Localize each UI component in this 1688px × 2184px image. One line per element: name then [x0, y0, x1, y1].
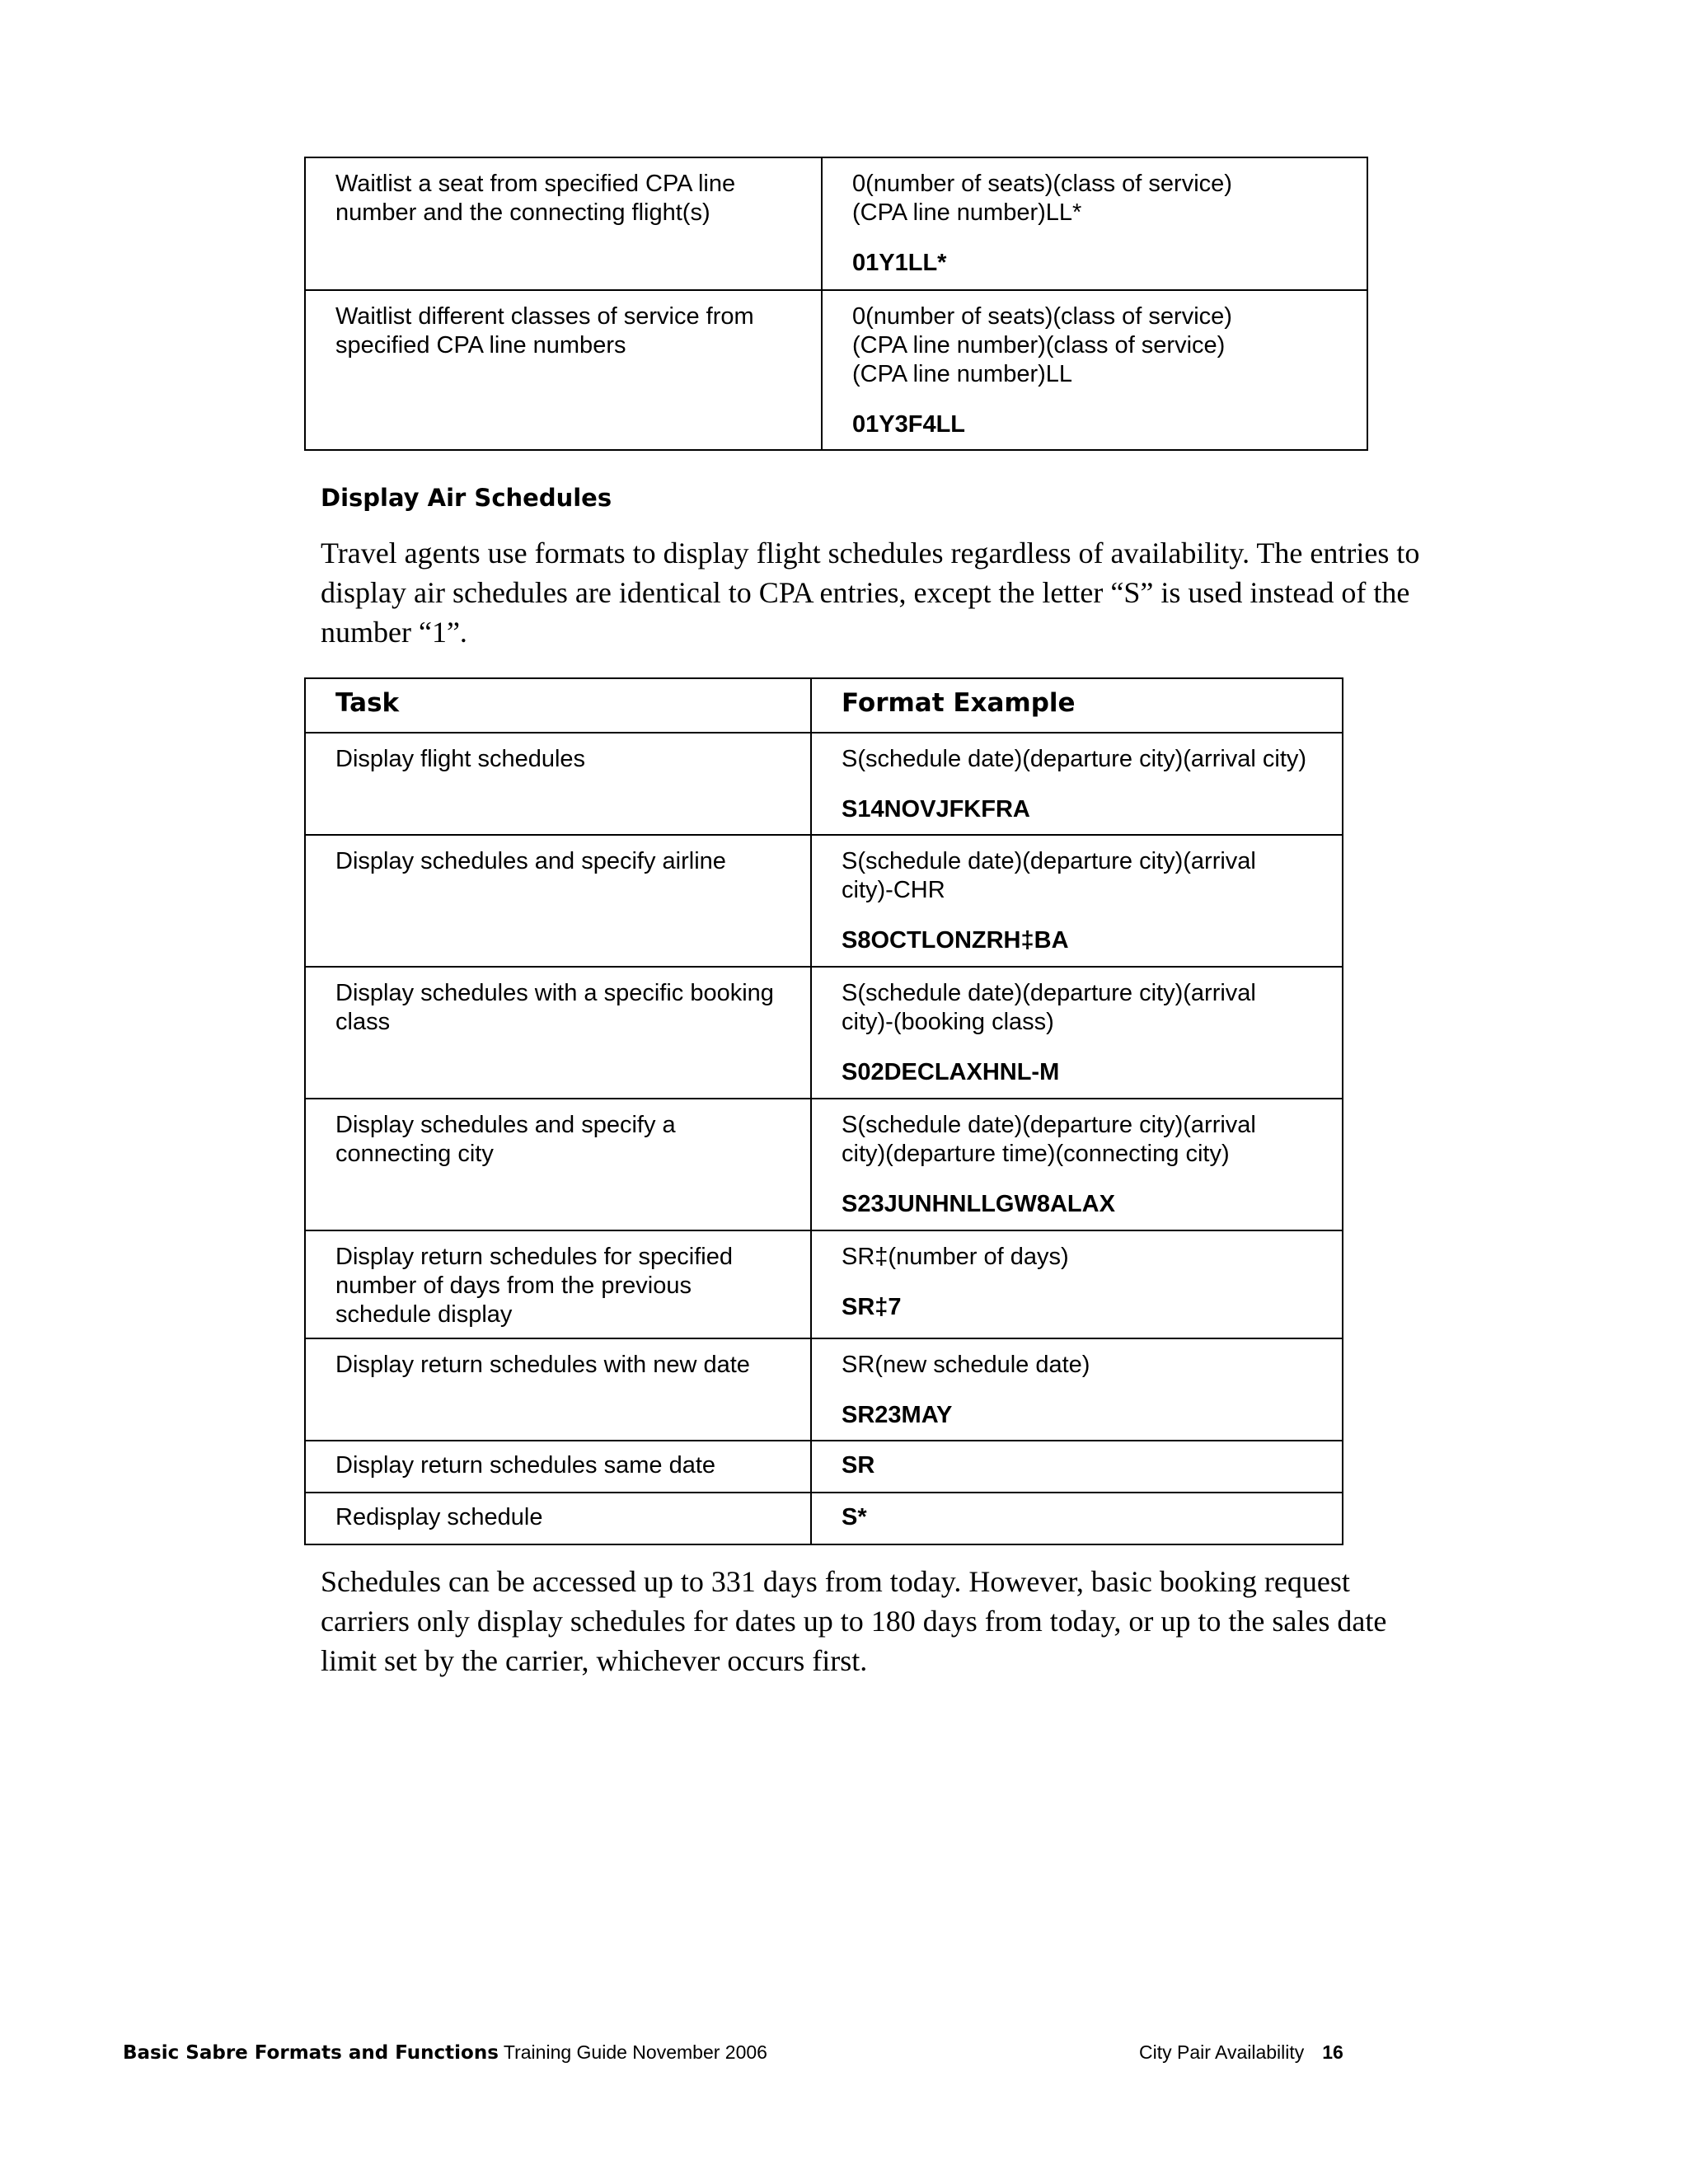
format-example: S*	[842, 1504, 867, 1530]
table-row	[305, 157, 1367, 290]
format-text: SR‡(number of days)	[842, 1244, 1069, 1270]
task-cell	[305, 290, 822, 450]
task-text: Display schedules and specify a	[335, 1112, 676, 1138]
format-text: SR(new schedule date)	[842, 1352, 1090, 1378]
format-cell	[811, 1230, 1343, 1338]
task-text: Display return schedules same date	[335, 1452, 716, 1479]
task-cell	[305, 967, 811, 1099]
format-example: 01Y3F4LL	[852, 411, 965, 438]
format-example: SR23MAY	[842, 1402, 953, 1428]
format-cell	[811, 1441, 1343, 1493]
task-text: Display return schedules with new date	[335, 1352, 750, 1378]
table-row	[305, 967, 1343, 1099]
paragraph-line: number “1”.	[321, 616, 467, 649]
format-cell	[811, 1338, 1343, 1441]
task-text: Display flight schedules	[335, 746, 586, 772]
format-cell	[811, 835, 1343, 967]
format-text: 0(number of seats)(class of service)	[852, 303, 1232, 330]
format-cell	[822, 290, 1367, 450]
task-text: Redisplay schedule	[335, 1504, 543, 1530]
paragraph-line: Travel agents use formats to display flight schedules regardless of availability. The entries to	[321, 537, 1420, 569]
format-text: S(schedule date)(departure city)(arrival	[842, 1112, 1256, 1138]
task-cell	[305, 1441, 811, 1493]
format-cell	[811, 1493, 1343, 1544]
paragraph-line: carriers only display schedules for dates up to 180 days from today, or up to the sales date	[321, 1605, 1387, 1638]
format-cell	[811, 1099, 1343, 1230]
table-row	[305, 733, 1343, 835]
table-row	[305, 1230, 1343, 1338]
task-text: class	[335, 1009, 391, 1035]
format-cell	[811, 733, 1343, 835]
task-text: number and the connecting flight(s)	[335, 199, 710, 226]
task-text: Display schedules and specify airline	[335, 848, 726, 874]
table-row	[305, 1099, 1343, 1230]
header-task: Task	[305, 678, 811, 733]
closing-paragraph	[321, 1562, 1458, 1680]
task-text: Display schedules with a specific booking	[335, 980, 774, 1006]
task-text: connecting city	[335, 1141, 494, 1167]
format-text: city)-CHR	[842, 877, 945, 903]
header-format: Format Example	[811, 678, 1343, 733]
task-text: schedule display	[335, 1301, 513, 1328]
table-row	[305, 1493, 1343, 1544]
footer-guide-title	[123, 2041, 767, 2064]
task-text: Waitlist different classes of service from	[335, 303, 754, 330]
section-heading: Display Air Schedules	[321, 484, 612, 512]
task-text: Display return schedules for specified	[335, 1244, 733, 1270]
table-header-row	[305, 678, 1343, 733]
format-text: 0(number of seats)(class of service)	[852, 171, 1232, 197]
footer-chapter-name: City Pair Availability	[1139, 2041, 1305, 2063]
table-row	[305, 290, 1367, 450]
task-cell	[305, 1099, 811, 1230]
footer-subtitle: Training Guide November 2006	[498, 2041, 767, 2063]
format-text: (CPA line number)LL	[852, 361, 1073, 387]
task-cell	[305, 733, 811, 835]
schedule-table	[304, 677, 1343, 1545]
format-example: S02DECLAXHNL-M	[842, 1059, 1060, 1085]
format-text: city)(departure time)(connecting city)	[842, 1141, 1230, 1167]
format-example: SR‡7	[842, 1294, 902, 1320]
intro-paragraph	[321, 533, 1458, 652]
table-row	[305, 1338, 1343, 1441]
task-cell	[305, 1493, 811, 1544]
paragraph-line: limit set by the carrier, whichever occurs first.	[321, 1644, 868, 1677]
format-example: S8OCTLONZRH‡BA	[842, 927, 1069, 954]
task-cell	[305, 1338, 811, 1441]
format-example: S14NOVJFKFRA	[842, 796, 1030, 823]
table-row	[305, 835, 1343, 967]
format-example: SR	[842, 1452, 875, 1479]
format-text: (CPA line number)(class of service)	[852, 332, 1226, 359]
format-text: (CPA line number)LL*	[852, 199, 1082, 226]
footer-title-bold: Basic Sabre Formats and Functions	[123, 2042, 499, 2064]
paragraph-line: Schedules can be accessed up to 331 days from today. However, basic booking request	[321, 1565, 1350, 1598]
format-example: 01Y1LL*	[852, 250, 947, 276]
waitlist-table	[304, 157, 1368, 451]
task-text: number of days from the previous	[335, 1272, 692, 1299]
format-cell	[811, 967, 1343, 1099]
paragraph-line: display air schedules are identical to CPA entries, except the letter “S” is used instead of the	[321, 576, 1410, 609]
table-row	[305, 1441, 1343, 1493]
format-cell	[822, 157, 1367, 290]
task-cell	[305, 1230, 811, 1338]
task-text: specified CPA line numbers	[335, 332, 626, 359]
page-number: 16	[1322, 2041, 1343, 2063]
footer-chapter	[1139, 2041, 1343, 2064]
format-text: S(schedule date)(departure city)(arrival city)	[842, 746, 1307, 772]
task-cell	[305, 835, 811, 967]
task-cell	[305, 157, 822, 290]
format-text: S(schedule date)(departure city)(arrival	[842, 980, 1256, 1006]
format-text: city)-(booking class)	[842, 1009, 1054, 1035]
task-text: Waitlist a seat from specified CPA line	[335, 171, 736, 197]
format-text: S(schedule date)(departure city)(arrival	[842, 848, 1256, 874]
format-example: S23JUNHNLLGW8ALAX	[842, 1191, 1115, 1217]
